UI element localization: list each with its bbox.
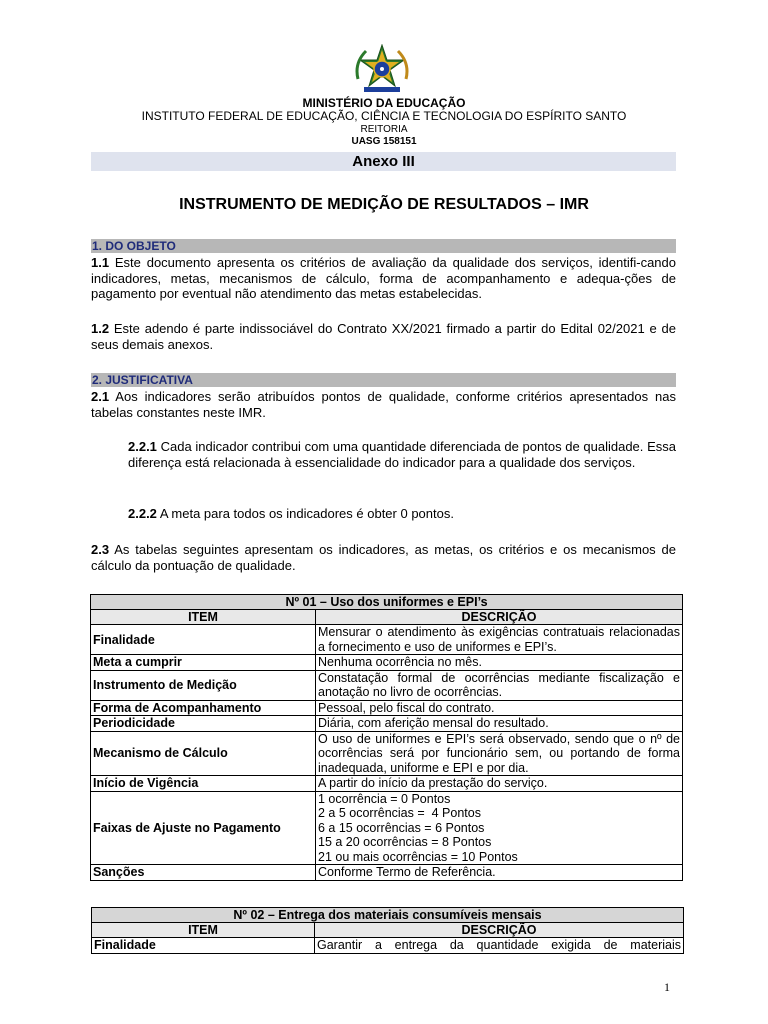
- row-description: Pessoal, pelo fiscal do contrato.: [316, 700, 683, 716]
- paragraph-number: 2.2.2: [128, 506, 157, 521]
- section-heading-justificativa: 2. JUSTIFICATIVA: [91, 373, 676, 387]
- table-row: [91, 731, 683, 776]
- row-description: Mensurar o atendimento às exigências contratuais relacionadas a fornecimento e uso de uniformes e EPI’s.: [316, 625, 683, 655]
- row-description: Constatação formal de ocorrências mediante fiscalização e anotação no livro de ocorrências.: [316, 670, 683, 700]
- section-heading-objeto: 1. DO OBJETO: [91, 239, 676, 253]
- document-title: INSTRUMENTO DE MEDIÇÃO DE RESULTADOS – IMR: [179, 196, 589, 213]
- paragraph-text: Este documento apresenta os critérios de avaliação da qualidade dos serviços, identifi-cando indicadores, metas, mecanismos de cálculo, forma de acompanhamento e adequa-ções de pagamento por eventual não atendimento das metas estabelecidas.: [91, 255, 676, 301]
- row-description: Nenhuma ocorrência no mês.: [316, 655, 683, 671]
- paragraph-2-3: [91, 542, 676, 573]
- paragraph-2-2-2: [128, 506, 676, 522]
- row-item: Faixas de Ajuste no Pagamento: [91, 791, 316, 865]
- table-row: [92, 938, 684, 954]
- row-item: Instrumento de Medição: [91, 670, 316, 700]
- paragraph-text: A meta para todos os indicadores é obter 0 pontos.: [159, 506, 454, 521]
- paragraph-2-1: [91, 389, 676, 420]
- header-ministerio: MINISTÉRIO DA EDUCAÇÃO: [302, 96, 466, 110]
- header-reitoria: REITORIA: [360, 124, 408, 135]
- paragraph-1-2: [91, 321, 676, 352]
- table-row: [91, 791, 683, 865]
- column-header-descricao: DESCRIÇÃO: [316, 610, 683, 625]
- paragraph-text: As tabelas seguintes apresentam os indicadores, as metas, os critérios e os mecanismos de cálculo da pontuação de qualidade.: [91, 542, 676, 573]
- row-item: Início de Vigência: [91, 776, 316, 792]
- faixa-line: 21 ou mais ocorrências = 10 Pontos: [318, 849, 518, 864]
- row-item: Meta a cumprir: [91, 655, 316, 671]
- paragraph-number: 2.2.1: [128, 439, 157, 454]
- paragraph-number: 2.3: [91, 542, 110, 557]
- column-header-item: ITEM: [92, 923, 315, 938]
- row-description: Conforme Termo de Referência.: [316, 865, 683, 881]
- paragraph-2-2-1: [128, 439, 676, 470]
- header-instituto: INSTITUTO FEDERAL DE EDUCAÇÃO, CIÊNCIA E TECNOLOGIA DO ESPÍRITO SANTO: [141, 109, 627, 123]
- row-item: Periodicidade: [91, 716, 316, 732]
- row-item: Finalidade: [92, 938, 315, 954]
- column-header-descricao: DESCRIÇÃO: [315, 923, 684, 938]
- page-number: 1: [664, 980, 670, 994]
- brazil-coat-of-arms-icon: [354, 44, 410, 94]
- row-description: A partir do início da prestação do serviço.: [316, 776, 683, 792]
- paragraph-number: 2.1: [91, 389, 110, 404]
- imr-table-materiais: [91, 907, 684, 954]
- paragraph-text: Este adendo é parte indissociável do Contrato XX/2021 firmado a partir do Edital 02/2021 e de seus demais anexos.: [91, 321, 676, 352]
- row-description: Diária, com aferição mensal do resultado.: [316, 716, 683, 732]
- paragraph-text: Aos indicadores serão atribuídos pontos de qualidade, conforme critérios apresentados nas tabelas constantes neste IMR.: [91, 389, 676, 420]
- paragraph-text: Cada indicador contribui com uma quantidade diferenciada de pontos de qualidade. Essa diferença está relacionada à essencialidade do indicador para a qualidade dos serviços.: [128, 439, 676, 470]
- row-description-faixas: [316, 791, 683, 865]
- table-title: Nº 01 – Uso dos uniformes e EPI’s: [91, 595, 683, 610]
- faixa-line: 1 ocorrência = 0 Pontos: [318, 791, 451, 806]
- faixa-line: 2 a 5 ocorrências = 4 Pontos: [318, 806, 481, 820]
- row-item: Finalidade: [91, 625, 316, 655]
- table-row: [91, 700, 683, 716]
- header-uasg: UASG 158151: [351, 136, 417, 147]
- row-item: Sanções: [91, 865, 316, 881]
- paragraph-number: 1.2: [91, 321, 110, 336]
- row-item: Mecanismo de Cálculo: [91, 731, 316, 776]
- imr-table-uniformes: [90, 594, 683, 881]
- annex-title: Anexo III: [91, 152, 676, 171]
- table-row: [91, 625, 683, 655]
- table-title: Nº 02 – Entrega dos materiais consumíveis mensais: [92, 908, 684, 923]
- table-row: [91, 776, 683, 792]
- row-description: Garantir a entrega da quantidade exigida de materiais: [315, 938, 684, 954]
- table-row: [91, 655, 683, 671]
- table-row: [91, 865, 683, 881]
- faixa-line: 15 a 20 ocorrências = 8 Pontos: [318, 835, 492, 849]
- paragraph-1-1: [91, 255, 676, 302]
- paragraph-number: 1.1: [91, 255, 110, 270]
- table-row: [91, 670, 683, 700]
- faixa-line: 6 a 15 ocorrências = 6 Pontos: [318, 820, 485, 835]
- row-description: O uso de uniformes e EPI’s será observado, sendo que o nº de ocorrências será por funcionário sem, ou portando de forma inadequada, uniforme e EPI e por dia.: [316, 731, 683, 776]
- row-item: Forma de Acompanhamento: [91, 700, 316, 716]
- column-header-item: ITEM: [91, 610, 316, 625]
- table-row: [91, 716, 683, 732]
